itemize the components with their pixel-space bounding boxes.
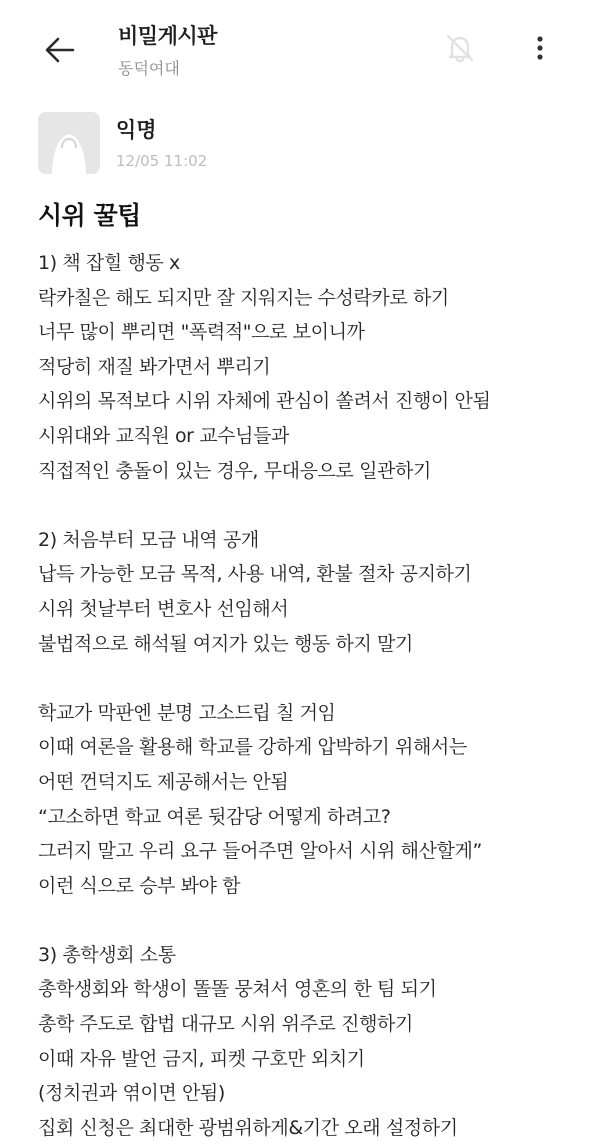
bell-off-icon — [440, 28, 480, 68]
post-body-line: 직접적인 충돌이 있는 경우, 무대응으로 일관하기 — [38, 459, 431, 482]
back-button[interactable] — [36, 26, 84, 74]
board-title: 비밀게시판 — [118, 24, 217, 48]
paragraph-spacer — [38, 488, 590, 523]
post-timestamp: 12/05 11:02 — [116, 152, 208, 170]
post-body-line: 1) 책 잡힐 행동 x — [38, 252, 180, 274]
post-body-line: 2) 처음부터 모금 내역 공개 — [38, 528, 259, 551]
post-body-line: 너무 많이 뿌리면 "폭력적"으로 보이니까 — [38, 321, 365, 344]
more-options-button[interactable] — [522, 26, 558, 70]
post-body-line: 그러지 말고 우리 요구 들어주면 알아서 시위 해산할게” — [38, 840, 482, 863]
post-body-line: 집회 신청은 최대한 광범위하게&기간 오래 설정하기 — [38, 1116, 458, 1139]
post-body-line: 이때 여론을 활용해 학교를 강하게 압박하기 위해서는 — [38, 736, 467, 759]
post-body-line: 어떤 껀덕지도 제공해서는 안됨 — [38, 770, 289, 793]
post-body-line: 학교가 막판엔 분명 고소드립 칠 거임 — [38, 701, 336, 724]
post-body-line: 총학 주도로 합법 대규모 시위 위주로 진행하기 — [38, 1013, 413, 1036]
post-body-line: 락카칠은 해도 되지만 잘 지워지는 수성락카로 하기 — [38, 286, 449, 309]
post-body-line: 시위 첫날부터 변호사 선임해서 — [38, 597, 289, 620]
app-header — [0, 0, 600, 96]
post-body-line: “고소하면 학교 여론 뒷감당 어떻게 하려고? — [38, 805, 391, 828]
post-body-line: 납득 가능한 모금 목적, 사용 내역, 환불 절차 공지하기 — [38, 563, 472, 586]
arrow-left-icon — [43, 33, 77, 67]
post-title: 시위 꿀팁 — [38, 201, 141, 230]
post-body-line: 시위대와 교직원 or 교수님들과 — [38, 424, 290, 447]
avatar — [38, 112, 100, 174]
author-name: 익명 — [116, 118, 157, 142]
paragraph-spacer — [38, 661, 590, 696]
post-body-line: 적당히 재질 봐가면서 뿌리기 — [38, 355, 271, 378]
school-name: 동덕여대 — [118, 59, 180, 78]
post-body-line: (정치권과 엮이면 안됨) — [38, 1082, 225, 1105]
default-profile-icon — [38, 112, 100, 174]
post-body-line: 불법적으로 해석될 여지가 있는 행동 하지 말기 — [38, 632, 413, 655]
post-body-line: 시위의 목적보다 시위 자체에 관심이 쏠려서 진행이 안됨 — [38, 390, 491, 413]
post-body-line: 3) 총학생회 소통 — [38, 943, 176, 966]
post-body-line: 이때 자유 발언 금지, 피켓 구호만 외치기 — [38, 1047, 365, 1070]
post-body-line: 총학생회와 학생이 똘똘 뭉쳐서 영혼의 한 팀 되기 — [38, 978, 437, 1001]
paragraph-spacer — [38, 903, 590, 938]
post-body — [38, 246, 590, 1145]
post-body-line: 이런 식으로 승부 봐야 함 — [38, 874, 241, 897]
notification-toggle-button[interactable] — [440, 28, 480, 68]
more-vertical-icon — [535, 33, 545, 63]
